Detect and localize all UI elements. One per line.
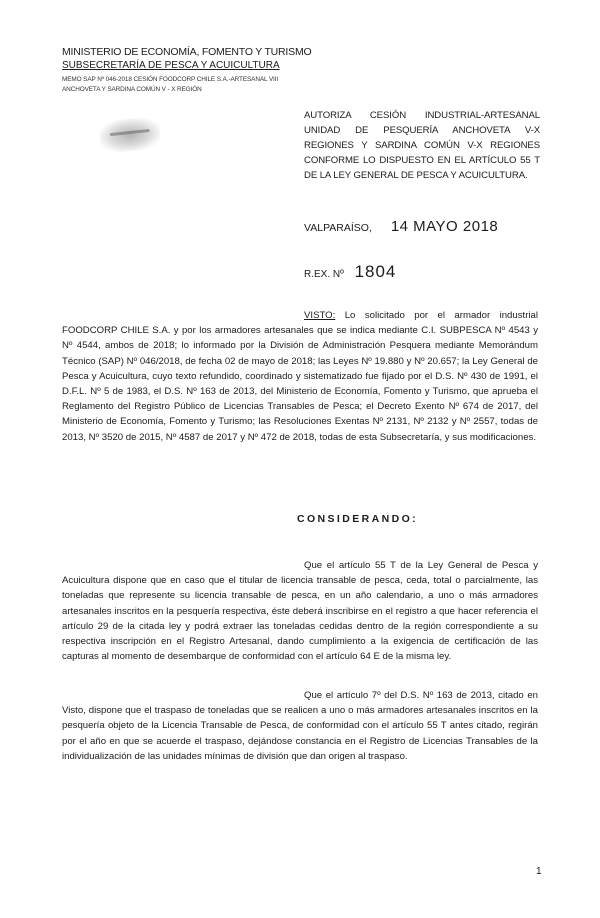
letterhead <box>62 46 312 95</box>
date-line <box>304 218 498 235</box>
considerando-heading: CONSIDERANDO: <box>297 513 419 525</box>
resolution-number-line <box>304 262 396 282</box>
memo-reference: MEMO SAP Nº 046-2018 CESIÓN FOODCORP CHILE S.A.-ARTESANAL VIII <box>62 76 279 83</box>
page-number: 1 <box>536 866 542 877</box>
visto-paragraph <box>62 308 538 445</box>
subsecretary-name: SUBSECRETARÍA DE PESCA Y ACUICULTURA <box>62 60 280 71</box>
official-stamp <box>98 116 161 154</box>
visto-text: Lo solicitado por el armador industrial FOODCORP CHILE S.A. y por los armadores artesanales que se indica mediante C.I. SUBPESCA Nº 4543 y Nº 4544, ambos de 2018; lo informado por la División de Administración Pesquera mediante Memorándum Técnico (SAP) Nº 046/2018, de fecha 02 de mayo de 2018; las Leyes Nº 19.880 y Nº 20.657; la Ley General de Pesca y Acuicultura, cuyo texto refundido, coordinado y sistematizado fue fijado por el D.S. Nº 430 de 1991, el D.F.L. Nº 5 de 1983, el D.S. Nº 163 de 2013, del Ministerio de Economía, Fomento y Turismo, que aprueba el Reglamento del Registro Público de Licencias Transables de Pesca; el Decreto Exento Nº 674 de 2017, del Ministerio de Economía, Fomento y Turismo; las Resoluciones Exentas Nº 2131, Nº 2132 y Nº 2557, todas de 2013, Nº 3520 de 2015, Nº 4587 de 2017 y Nº 472 de 2018, todas de esta Subsecretaría, y sus modificaciones. <box>62 310 538 443</box>
resolution-label: R.EX. Nº <box>304 269 344 280</box>
resolution-number: 1804 <box>354 262 397 281</box>
ministry-name: MINISTERIO DE ECONOMÍA, FOMENTO Y TURISMO <box>62 46 312 58</box>
considerando-paragraph-2: Que el artículo 7º del D.S. Nº 163 de 2013, citado en Visto, dispone que el traspaso de toneladas que se realicen a uno o más armadores artesanales inscritos en la pesquería objeto de la Licencia Transable de Pesca, de conformidad con el artículo 55 T antes citado, regirán por el año en que se acuerde el traspaso, dejándose constancia en el Registro de Licencias Transables de la individualización de las unidades mínimas de división que dan origen al traspaso. <box>62 690 538 762</box>
considerando-paragraph-1: Que el artículo 55 T de la Ley General de Pesca y Acuicultura dispone que en caso que el titular de licencia transable de pesca, ceda, total o parcialmente, las toneladas que represente su licencia transable de pesca, en un año calendario, a uno o más armadores artesanales inscritos en la pesquería respectiva, éste deberá inscribirse en el registro a que hacer referencia el artículo 29 de la citada ley y podrá extraer las toneladas cedidas dentro de la región correspondiente a su respectiva inscripción en el Registro Artesanal, dando cumplimiento a la exigencia de certificación de las capturas al momento de desembarque de conformidad con el artículo 64 E de la misma ley. <box>62 560 538 663</box>
resolution-subject: AUTORIZA CESIÓN INDUSTRIAL-ARTESANAL UNIDAD DE PESQUERÍA ANCHOVETA V-X REGIONES Y SARDINA COMÚN V-X REGIONES CONFORME LO DISPUESTO EN EL ARTÍCULO 55 T DE LA LEY GENERAL DE PESCA Y ACUICULTURA. <box>304 110 540 181</box>
date-stamp: 14 MAYO 2018 <box>390 218 499 235</box>
memo-reference-continued: ANCHOVETA Y SARDINA COMÚN V - X REGIÓN <box>62 86 202 93</box>
visto-heading: VISTO: <box>304 310 336 321</box>
date-place: VALPARAÍSO, <box>304 222 372 234</box>
